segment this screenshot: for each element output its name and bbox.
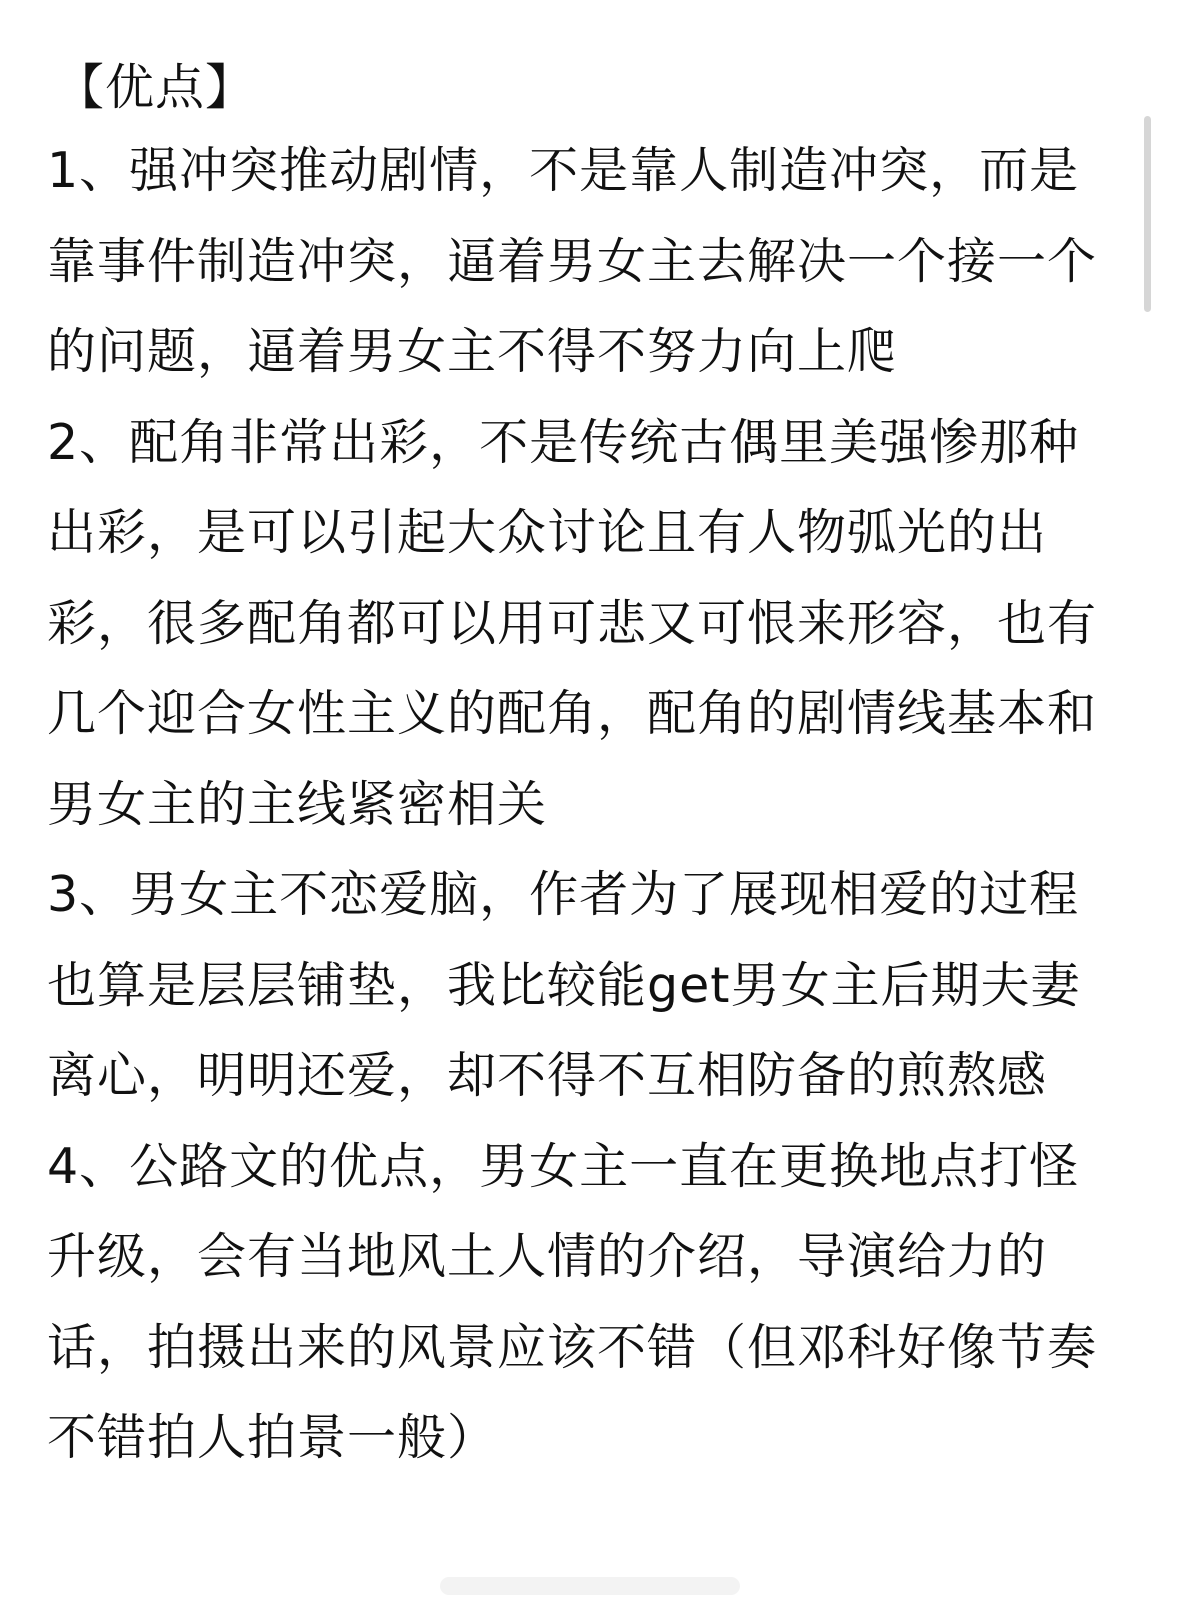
text-line: 1、强冲突推动剧情，不是靠人制造冲突，而是 [47, 142, 1080, 199]
text-line: 彩，很多配角都可以用可悲又可恨来形容，也有 [47, 594, 1098, 652]
text-line: 靠事件制造冲突，逼着男女主去解决一个接一个 [47, 232, 1098, 290]
text-line: 出彩，是可以引起大众讨论且有人物弧光的出 [47, 504, 1048, 561]
text-line: 不错拍人拍景一般） [47, 1409, 498, 1466]
text-line: 男女主的主线紧密相关 [47, 775, 548, 833]
text-line: 2、配角非常出彩，不是传统古偶里美强惨那种 [47, 413, 1080, 471]
text-line: 话，拍摄出来的风景应该不错（但邓科好像节奏 [47, 1318, 1098, 1376]
document-body [47, 52, 1127, 1484]
text-line: 4、公路文的优点，男女主一直在更换地点打怪 [47, 1137, 1080, 1195]
text-line: 3、男女主不恋爱脑，作者为了展现相爱的过程 [47, 866, 1080, 923]
section-heading: 【优点】 [55, 59, 256, 116]
scrollbar-thumb[interactable] [1144, 116, 1151, 312]
text-line: 升级，会有当地风土人情的介绍，导演给力的 [47, 1228, 1048, 1285]
text-line: 的问题，逼着男女主不得不努力向上爬 [47, 323, 898, 380]
text-line: 几个迎合女性主义的配角，配角的剧情线基本和 [47, 685, 1098, 742]
text-line: 也算是层层铺垫，我比较能get男女主后期夫妻 [47, 956, 1081, 1014]
watermark [440, 1577, 740, 1595]
text-line: 离心，明明还爱，却不得不互相防备的煎熬感 [47, 1047, 1048, 1104]
